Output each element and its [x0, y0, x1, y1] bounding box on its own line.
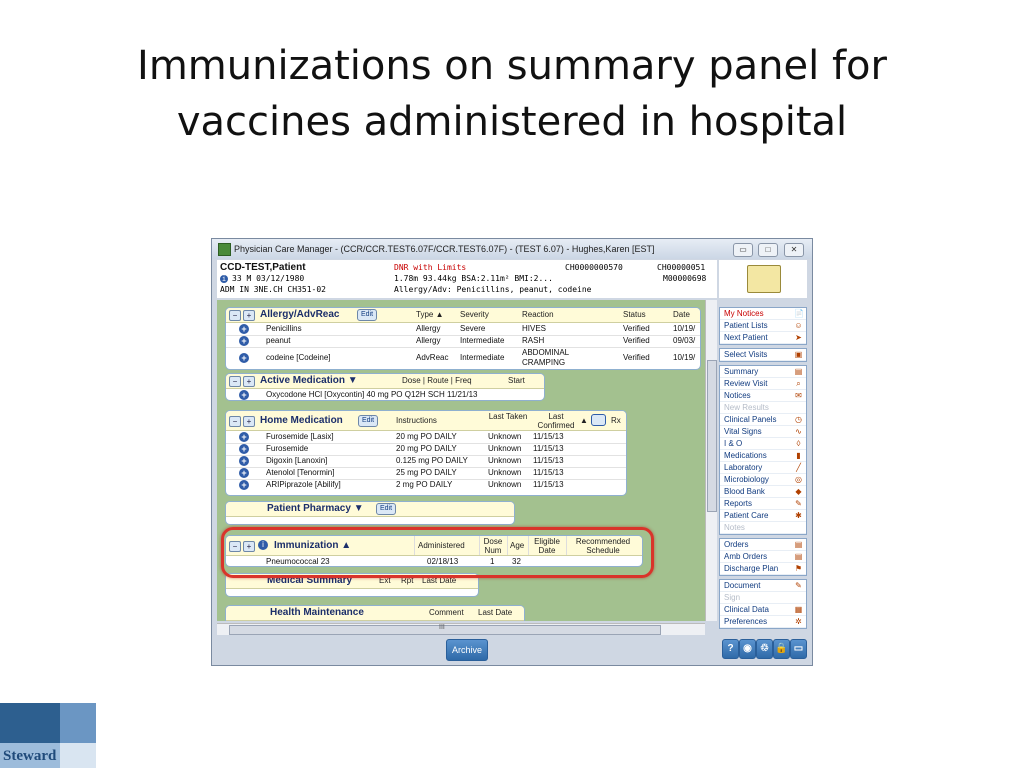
sidebar-item-amb-orders[interactable]: Amb Orders ▤ [720, 551, 806, 563]
column-header[interactable]: Eligible Date [534, 537, 560, 555]
column-header[interactable]: Status [623, 310, 646, 319]
column-header[interactable]: Dose | Route | Freq [402, 376, 472, 385]
sidebar-item-my-notices[interactable]: My Notices 📄 [720, 308, 806, 320]
patient-demographics: 33 M 03/12/1980 [232, 274, 305, 283]
info-icon[interactable]: i [221, 275, 227, 283]
visits-icon: ▣ [794, 350, 803, 359]
plus-icon[interactable]: + [239, 353, 249, 363]
pen-icon: ✎ [795, 581, 802, 590]
column-header[interactable]: Rpt [401, 576, 414, 585]
column-header[interactable]: Dose Num [483, 537, 503, 555]
next-patient-icon: ➤ [795, 333, 802, 342]
sidebar-group-visits [719, 348, 807, 362]
highlight-ring [221, 527, 654, 578]
dnr-status: DNR with Limits [394, 263, 467, 272]
sidebar-item-notices[interactable]: Notices ✉ [720, 390, 806, 402]
column-header[interactable]: Age [510, 541, 525, 550]
collapse-icon[interactable]: − [229, 376, 241, 387]
minimize-button[interactable]: ▭ [733, 243, 753, 257]
plus-icon[interactable]: + [239, 444, 249, 454]
blood-icon: ◆ [795, 487, 802, 496]
expand-icon[interactable]: + [243, 416, 255, 427]
patient-name[interactable]: CCD-TEST,Patient [220, 262, 306, 273]
sidebar-item-laboratory[interactable]: Laboratory ╱ [720, 462, 806, 474]
active-med-title: Active Medication ▼ [260, 375, 358, 386]
table-row[interactable]: + Penicillins Allergy Severe HIVES Verified 10/19/ [226, 323, 700, 336]
pencil-icon: ✎ [795, 499, 802, 508]
care-icon: ✱ [795, 511, 802, 520]
sidebar-item-summary[interactable]: Summary ▤ [720, 366, 806, 378]
column-header[interactable]: Type ▲ [416, 310, 444, 319]
sidebar-item-clinical-panels[interactable]: Clinical Panels ◷ [720, 414, 806, 426]
sidebar-item-blood-bank[interactable]: Blood Bank ◆ [720, 486, 806, 498]
plus-icon[interactable]: + [239, 456, 249, 466]
web-icon[interactable]: ◉ [739, 639, 756, 659]
health-maintenance-panel [225, 605, 525, 621]
sidebar-item-next-patient[interactable]: Next Patient ➤ [720, 332, 806, 344]
sidebar-item-medications[interactable]: Medications ▮ [720, 450, 806, 462]
bottle-icon: ▮ [796, 451, 801, 460]
vitals-icon: ∿ [795, 427, 802, 436]
sidebar-item-patient-lists[interactable]: Patient Lists ☺ [720, 320, 806, 332]
column-header[interactable]: Ext [379, 576, 391, 585]
folder-icon[interactable] [747, 265, 781, 293]
sidebar-item-microbiology[interactable]: Microbiology ◎ [720, 474, 806, 486]
allergy-edit-button[interactable]: Edit [357, 309, 377, 321]
sidebar-group-documents [719, 579, 807, 629]
sidebar-item-vital-signs[interactable]: Vital Signs ∿ [720, 426, 806, 438]
allergy-title: Allergy/AdvReac [260, 309, 340, 320]
column-header[interactable]: Recommended Schedule [575, 537, 631, 555]
table-row[interactable]: + peanut Allergy Intermediate RASH Verified 09/03/ [226, 335, 700, 348]
app-window [211, 238, 813, 666]
notice-icon: 📄 [794, 309, 804, 318]
help-icon[interactable]: ? [722, 639, 739, 659]
archive-button[interactable]: Archive [446, 639, 488, 661]
column-header[interactable]: Reaction [522, 310, 554, 319]
window-title: Physician Care Manager - (CCR/CCR.TEST6.07F/CCR.TEST6.07F) - (TEST 6.07) - Hughes,Karen [EST] [234, 244, 655, 254]
steward-logo: Steward [0, 703, 96, 768]
table-row[interactable]: Pneumococcal 23 02/18/13 1 32 [266, 557, 521, 566]
sidebar-item-document[interactable]: Document ✎ [720, 580, 806, 592]
summary-icon: ▤ [794, 367, 803, 376]
collapse-icon[interactable]: − [229, 416, 241, 427]
horizontal-scrollbar[interactable]: III [217, 623, 705, 635]
collapse-icon[interactable]: − [229, 541, 241, 552]
sidebar-item-discharge-plan[interactable]: Discharge Plan ⚑ [720, 563, 806, 575]
column-header[interactable]: Comment [429, 608, 464, 617]
immunization-title: Immunization ▲ [274, 540, 352, 551]
amb-orders-icon: ▤ [794, 552, 803, 561]
plus-icon[interactable]: + [239, 324, 249, 334]
sidebar-item-sign[interactable]: Sign [720, 592, 806, 604]
scroll-thumb[interactable] [707, 360, 717, 512]
patient-location: ADM IN 3NE.CH CH351-02 [220, 285, 326, 294]
column-header[interactable]: Rx [611, 416, 621, 425]
sidebar-item-new-results[interactable]: New Results [720, 402, 806, 414]
home-medication-panel [225, 410, 627, 496]
sidebar-item-i-o[interactable]: I & O ◊ [720, 438, 806, 450]
lock-icon[interactable]: 🔒 [773, 639, 790, 659]
lists-icon: ☺ [794, 321, 803, 330]
orders-icon: ▤ [794, 540, 803, 549]
info-icon[interactable]: i [258, 540, 268, 550]
app-icon [218, 243, 231, 256]
home-med-edit-button[interactable]: Edit [358, 415, 378, 427]
column-header[interactable]: Last Date [478, 608, 513, 617]
expand-icon[interactable]: + [243, 310, 255, 321]
home-med-title: Home Medication [260, 415, 343, 426]
patient-allergies: Allergy/Adv: Penicillins, peanut, codeine [394, 285, 592, 294]
table-row[interactable]: + Atenolol [Tenormin] 25 mg PO DAILY Unknown 11/15/13 [226, 467, 626, 480]
dish-icon: ◎ [795, 475, 802, 484]
pharmacy-title: Patient Pharmacy ▼ [267, 503, 364, 514]
sort-arrow-icon[interactable]: ▲ [580, 416, 588, 425]
data-icon: ▦ [794, 605, 803, 614]
health-maint-header [226, 606, 524, 621]
collapse-icon[interactable]: − [229, 310, 241, 321]
column-header[interactable]: Last Taken [488, 412, 528, 421]
column-header[interactable]: Date [673, 310, 690, 319]
medical-record-number: M00000698 [663, 274, 707, 283]
maximize-button[interactable]: □ [758, 243, 778, 257]
health-maint-title: Health Maintenance [270, 607, 364, 618]
active-med-header [226, 374, 544, 389]
account-number: CH0000000570 [565, 263, 623, 272]
notices-icon: ✉ [795, 391, 802, 400]
clock-icon: ◷ [795, 415, 802, 424]
column-header[interactable]: Severity [460, 310, 489, 319]
table-row[interactable]: + codeine [Codeine] AdvReac Intermediate ABDOMINAL CRAMPING Verified 10/19/ [226, 347, 700, 370]
sidebar-item-reports[interactable]: Reports ✎ [720, 498, 806, 510]
patient-banner [217, 260, 717, 298]
sidebar-item-notes[interactable]: Notes [720, 522, 806, 534]
allergy-header [226, 308, 700, 323]
home-med-header [226, 411, 626, 431]
patient-vitals: 1.78m 93.44kg BSA:2.11m² BMI:2... [394, 274, 553, 283]
sidebar-group-orders [719, 538, 807, 576]
column-header[interactable]: Start [508, 376, 525, 385]
sidebar-item-review-visit[interactable]: Review Visit ⌕ [720, 378, 806, 390]
bottom-toolbar [722, 639, 808, 659]
close-button[interactable]: ✕ [784, 243, 804, 257]
unit-number: CH00000051 [657, 263, 706, 272]
title-bar [212, 239, 812, 259]
sidebar-item-patient-care[interactable]: Patient Care ✱ [720, 510, 806, 522]
pharmacy-header [226, 502, 514, 517]
table-row[interactable]: + Furosemide 20 mg PO DAILY Unknown 11/15/13 [226, 443, 626, 456]
car-icon: ⚑ [794, 564, 803, 573]
chart-folder-area [719, 260, 807, 298]
gear-icon: ✲ [795, 617, 802, 626]
table-row[interactable]: + ARIPiprazole [Abilify] 2 mg PO DAILY Unknown 11/15/13 [226, 479, 626, 491]
drop-icon: ◊ [796, 439, 801, 448]
sidebar-group-chart [719, 365, 807, 535]
plus-icon[interactable]: + [239, 336, 249, 346]
active-medication-panel [225, 373, 545, 401]
sidebar-item-preferences[interactable]: Preferences ✲ [720, 616, 806, 628]
expand-icon[interactable]: + [243, 541, 255, 552]
pharmacy-edit-button[interactable]: Edit [376, 503, 396, 515]
table-row[interactable]: + Furosemide [Lasix] 20 mg PO DAILY Unknown 11/15/13 [226, 431, 626, 444]
sidebar-group-notices [719, 307, 807, 345]
sidebar-item-clinical-data[interactable]: Clinical Data ▦ [720, 604, 806, 616]
vertical-scrollbar[interactable] [705, 300, 717, 621]
column-header[interactable]: Administered [418, 541, 465, 550]
allergy-panel [225, 307, 701, 370]
refresh-icon[interactable]: ♲ [756, 639, 773, 659]
table-row[interactable]: + Oxycodone HCl [Oxycontin] 40 mg PO Q12H SCH 11/21/13 [226, 389, 544, 401]
med-summary-title: Medical Summary [267, 575, 353, 586]
sidebar [719, 300, 807, 630]
column-header[interactable]: Last Confirmed [537, 412, 575, 430]
pipette-icon: ╱ [796, 463, 801, 472]
screen-icon[interactable]: ▭ [790, 639, 807, 659]
column-header[interactable]: Last Date [422, 576, 457, 585]
column-header[interactable]: Instructions [396, 416, 437, 425]
plus-icon[interactable]: + [239, 480, 249, 490]
plus-icon[interactable]: + [239, 468, 249, 478]
scroll-thumb[interactable] [229, 625, 661, 635]
expand-icon[interactable]: + [243, 376, 255, 387]
sidebar-item-orders[interactable]: Orders ▤ [720, 539, 806, 551]
patient-pharmacy-panel [225, 501, 515, 525]
plus-icon[interactable]: + [239, 432, 249, 442]
table-row[interactable]: + Digoxin [Lanoxin] 0.125 mg PO DAILY Unknown 11/15/13 [226, 455, 626, 468]
plus-icon[interactable]: + [239, 390, 249, 400]
comment-icon[interactable] [591, 414, 606, 426]
slide-title: Immunizations on summary panel for vaccines administered in hospital [137, 43, 887, 145]
sidebar-item-select-visits[interactable]: Select Visits ▣ [720, 349, 806, 361]
review-icon: ⌕ [796, 379, 801, 388]
